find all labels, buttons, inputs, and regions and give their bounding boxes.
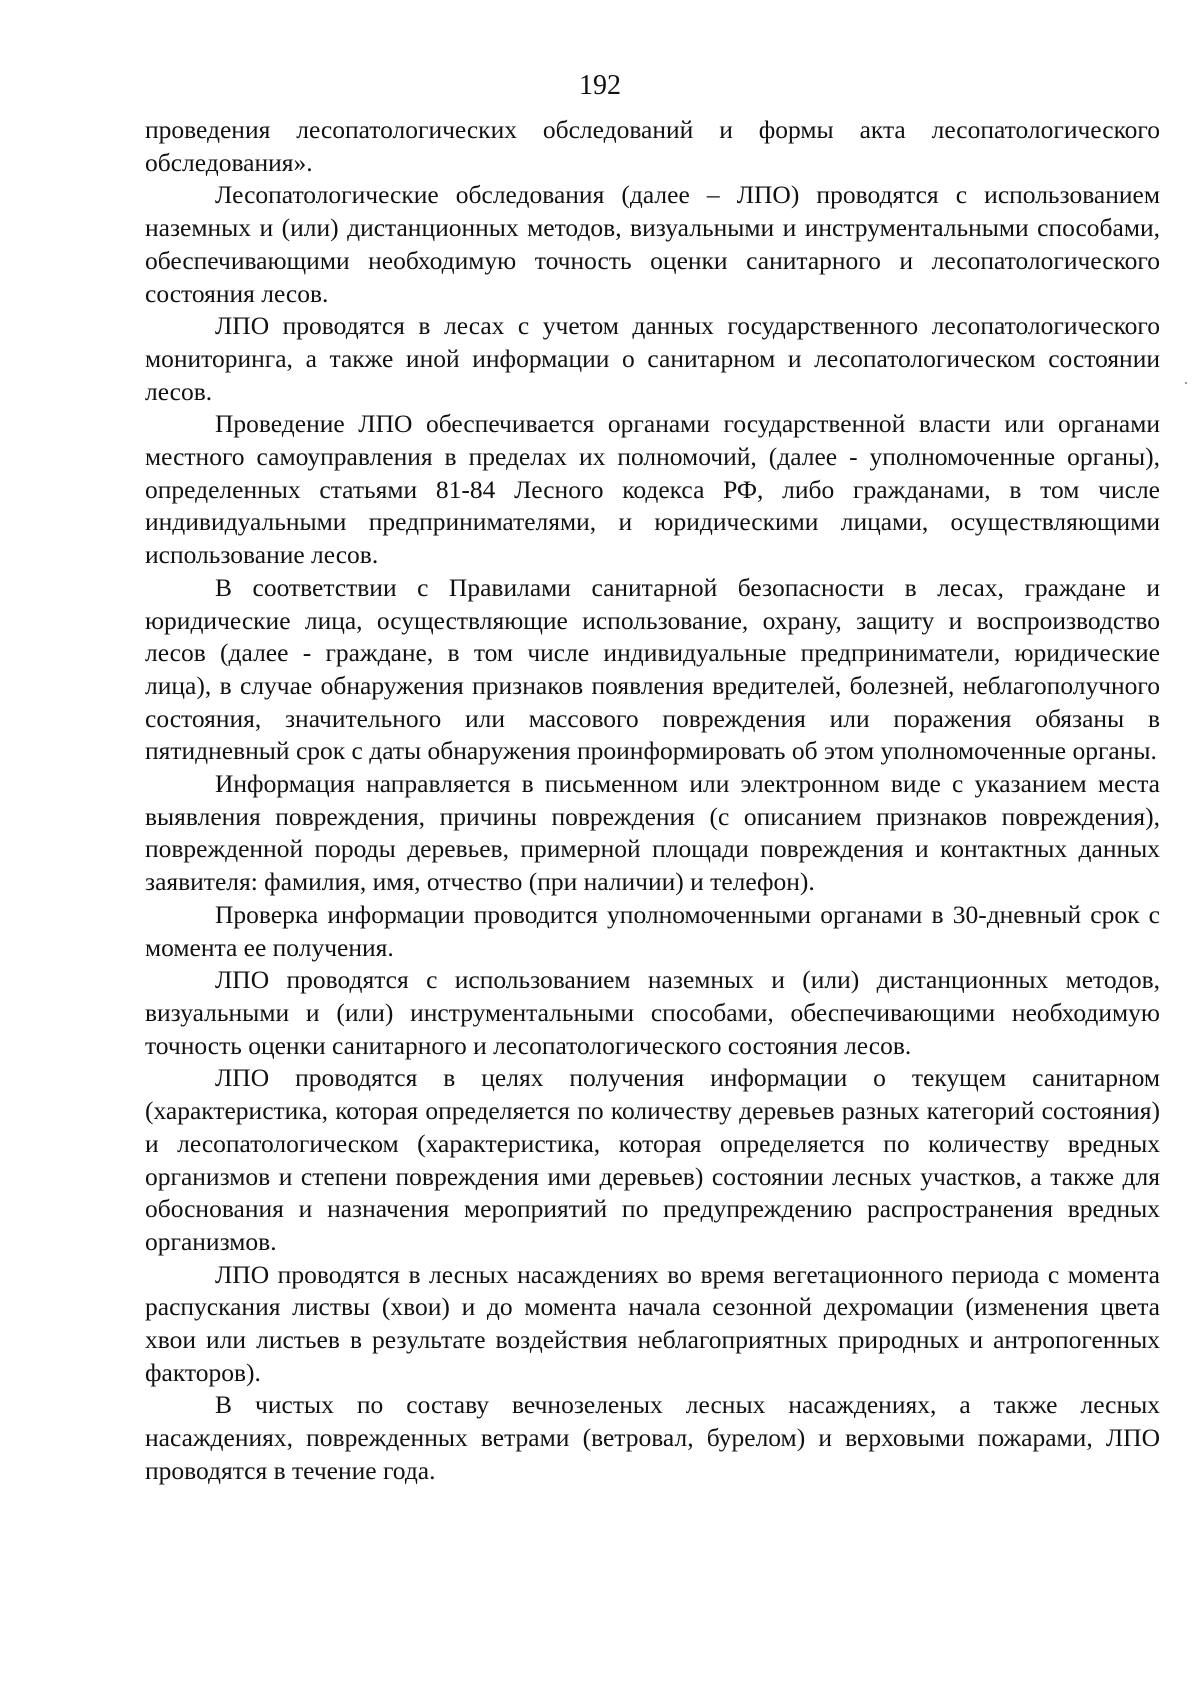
document-body: [145, 114, 1160, 1488]
paragraph-lpo-season: ЛПО проводятся в лесных насаждениях во время вегетационного периода с момента распускания листвы (хвои) и до момента начала сезонной дехромации (изменения цвета хвои или листьев в результате воздействия неблагоприятных природных и антропогенных факторов).: [145, 1259, 1160, 1387]
paragraph-lpo-methods: ЛПО проводятся с использованием наземных и (или) дистанционных методов, визуальными и (или) инструментальными способами, обеспечивающими необходимую точность оценки санитарного и лесопатологического состояния лесов.: [145, 965, 1160, 1060]
scan-speck: [1185, 382, 1187, 384]
paragraph-lpo-monitoring: ЛПО проводятся в лесах с учетом данных государственного лесопатологического мониторинга, а также иной информации о санитарном и лесопатологическом состоянии лесов.: [145, 311, 1160, 406]
paragraph-sanitary-rules: В соответствии с Правилами санитарной безопасности в лесах, граждане и юридические лица, осуществляющие использование, охрану, защиту и воспроизводство лесов (далее - граждане, в том числе индивидуальные предприниматели, юридические лица), в случае обнаружения признаков появления вредителей, болезней, неблагополучного состояния, значительного или массового повреждения или поражения обязаны в пятидневный срок с даты обнаружения проинформировать об этом уполномоченные органы.: [145, 572, 1160, 766]
paragraph-lpo-definition: Лесопатологические обследования (далее – ЛПО) проводятся с использованием наземных и (или) дистанционных методов, визуальными и инструментальными способами, обеспечивающими необходимую точность оценки санитарного и лесопатологического состояния лесов.: [145, 180, 1160, 308]
paragraph-information-check: Проверка информации проводится уполномоченными органами в 30-дневный срок с момента ее получения.: [145, 899, 1160, 962]
paragraph-lpo-purpose: ЛПО проводятся в целях получения информации о текущем санитарном (характеристика, которая определяется по количеству деревьев разных категорий состояния) и лесопатологическом (характеристика, которая определяется по количеству вредных организмов и степени повреждения ими деревьев) состоянии лесных участков, а также для обоснования и назначения мероприятий по предупреждению распространения вредных организмов.: [145, 1063, 1160, 1256]
page-number: 192: [579, 70, 621, 101]
paragraph-continuation: проведения лесопатологических обследований и формы акта лесопатологического обследования».: [145, 115, 1160, 177]
paragraph-information-submission: Информация направляется в письменном или электронном виде с указанием места выявления повреждения, причины повреждения (с описанием признаков повреждения), поврежденной породы деревьев, примерной площади повреждения и контактных данных заявителя: фамилия, имя, отчество (при наличии) и телефон).: [145, 769, 1160, 897]
paragraph-lpo-authorities: Проведение ЛПО обеспечивается органами государственной власти или органами местного самоуправления в пределах их полномочий, (далее - уполномоченные органы), определенных статьями 81-84 Лесного кодекса РФ, либо гражданами, в том числе индивидуальными предпринимателями, и юридическими лицами, осуществляющими использование лесов.: [145, 409, 1160, 570]
paragraph-lpo-year-round: В чистых по составу вечнозеленых лесных насаждениях, а также лесных насаждениях, поврежденных ветрами (ветровал, бурелом) и верховыми пожарами, ЛПО проводятся в течение года.: [145, 1390, 1160, 1485]
